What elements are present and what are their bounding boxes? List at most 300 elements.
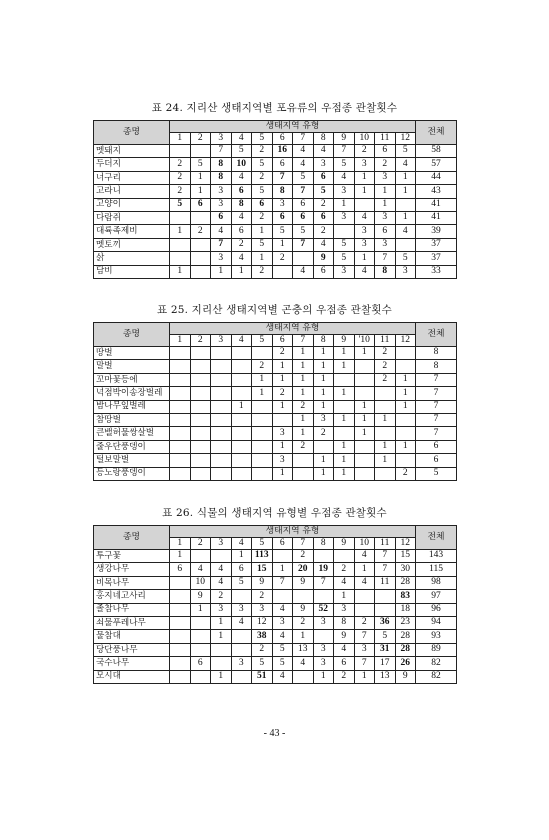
count-cell: 5 [252,158,273,171]
count-cell: 2 [354,145,375,158]
count-cell: 4 [272,670,293,683]
count-cell: 1 [334,590,355,603]
count-cell: 1 [252,225,273,238]
total-cell: 7 [416,400,457,413]
count-cell: 1 [313,467,334,480]
count-cell: 2 [293,550,314,563]
count-cell: 31 [375,643,396,656]
count-cell: 2 [252,265,273,278]
count-cell [272,265,293,278]
count-cell: 1 [395,440,416,453]
count-cell: 1 [170,265,191,278]
region-column-header: 3 [211,335,232,347]
count-cell [211,550,232,563]
table-row [94,145,457,158]
count-cell: 26 [395,657,416,670]
count-cell: 3 [334,603,355,616]
total-cell: 37 [416,252,457,265]
count-cell: 1 [293,373,314,386]
count-cell: 4 [395,158,416,171]
total-cell: 93 [416,630,457,643]
count-cell [272,550,293,563]
region-type-header: 생태지역 유형 [170,323,416,335]
table-row [94,400,457,413]
region-column-header: 5 [252,538,273,550]
count-cell: 2 [375,158,396,171]
count-cell: 1 [313,387,334,400]
species-name: 밤나무잎벌레 [94,400,170,413]
count-cell [293,590,314,603]
species-name: 고양이 [94,198,170,211]
count-cell [375,400,396,413]
count-cell: 6 [170,563,191,576]
count-cell: 5 [170,198,191,211]
count-cell: 15 [395,550,416,563]
count-cell: 4 [293,265,314,278]
count-cell: 4 [354,550,375,563]
count-cell: 8 [211,171,232,184]
count-cell: 1 [170,550,191,563]
count-cell: 4 [231,252,252,265]
table-row [94,373,457,386]
total-header: 전체 [416,526,457,550]
count-cell: 2 [231,238,252,251]
count-cell: 51 [252,670,273,683]
species-name: 비목나무 [94,576,170,589]
count-cell: 4 [313,238,334,251]
region-column-header: 5 [252,133,273,145]
table-row [94,550,457,563]
count-cell [354,467,375,480]
count-cell [354,360,375,373]
count-cell: 1 [272,238,293,251]
table-row [94,198,457,211]
count-cell [231,360,252,373]
count-cell: 2 [293,440,314,453]
region-column-header: 4 [231,538,252,550]
count-cell: 3 [375,211,396,224]
count-cell [313,590,334,603]
count-cell: 1 [231,265,252,278]
table-row [94,427,457,440]
count-cell [190,670,211,683]
count-cell: 7 [293,238,314,251]
count-cell: 17 [375,657,396,670]
count-cell: 9 [395,670,416,683]
count-cell: 7 [272,576,293,589]
count-cell: 5 [334,238,355,251]
count-cell: 6 [293,211,314,224]
count-cell: 4 [211,225,232,238]
count-cell: 1 [395,171,416,184]
region-column-header: 4 [231,133,252,145]
count-cell [354,387,375,400]
total-cell: 82 [416,657,457,670]
count-cell: 4 [354,265,375,278]
count-cell: 4 [395,225,416,238]
count-cell: 1 [252,252,273,265]
count-cell: 16 [272,145,293,158]
region-column-header: 6 [272,538,293,550]
count-cell [170,360,191,373]
count-cell: 1 [293,630,314,643]
count-cell: 12 [252,616,273,629]
table-row [94,387,457,400]
table-row [94,630,457,643]
table-row [94,252,457,265]
count-cell: 1 [354,413,375,426]
count-cell: 3 [354,238,375,251]
count-cell: 4 [313,145,334,158]
count-cell: 1 [334,440,355,453]
count-cell [170,643,191,656]
count-cell: 1 [211,616,232,629]
count-cell: 1 [313,670,334,683]
table-row [94,225,457,238]
count-cell: 6 [375,225,396,238]
count-cell: 5 [272,657,293,670]
count-cell: 1 [354,171,375,184]
count-cell: 6 [272,158,293,171]
count-cell [211,387,232,400]
count-cell [170,387,191,400]
count-cell: 3 [354,225,375,238]
count-cell [170,211,191,224]
total-cell: 97 [416,590,457,603]
count-cell [170,145,191,158]
total-cell: 7 [416,427,457,440]
table-row [94,454,457,467]
region-column-header: 3 [211,133,232,145]
total-cell: 143 [416,550,457,563]
count-cell: 7 [354,657,375,670]
count-cell [190,413,211,426]
count-cell [170,427,191,440]
table-row [94,158,457,171]
count-cell [211,360,232,373]
count-cell [313,550,334,563]
count-cell: 7 [354,630,375,643]
total-cell: 5 [416,467,457,480]
count-cell: 3 [272,454,293,467]
species-name: 담비 [94,265,170,278]
species-name: 국수나무 [94,657,170,670]
species-name: 땅벌 [94,347,170,360]
table26 [93,525,457,684]
count-cell: 1 [272,373,293,386]
count-cell: 1 [293,413,314,426]
count-cell: 5 [293,171,314,184]
count-cell [354,440,375,453]
count-cell: 15 [252,563,273,576]
count-cell: 38 [252,630,273,643]
count-cell [170,400,191,413]
species-name: 멧토끼 [94,238,170,251]
count-cell: 6 [231,225,252,238]
count-cell: 1 [313,400,334,413]
count-cell: 6 [313,211,334,224]
count-cell [231,427,252,440]
species-name: 졸참나무 [94,603,170,616]
region-column-header: 6 [272,335,293,347]
species-name: 넉점박이송장벌레 [94,387,170,400]
species-name: 고라니 [94,185,170,198]
region-column-header: 8 [313,538,334,550]
count-cell: 3 [272,427,293,440]
species-name: 생강나무 [94,563,170,576]
species-name: 쇠물푸레나무 [94,616,170,629]
count-cell [190,252,211,265]
region-column-header: 12 [395,335,416,347]
table-row [94,347,457,360]
count-cell [375,387,396,400]
count-cell: 3 [334,185,355,198]
table-row [94,171,457,184]
count-cell [170,238,191,251]
count-cell: 1 [354,563,375,576]
count-cell: 7 [313,576,334,589]
count-cell: 1 [190,603,211,616]
count-cell: 5 [190,158,211,171]
total-cell: 89 [416,643,457,656]
count-cell [170,252,191,265]
total-cell: 41 [416,198,457,211]
header-row [94,526,457,538]
count-cell: 9 [293,576,314,589]
count-cell [190,360,211,373]
region-column-header: 9 [334,335,355,347]
table-row [94,603,457,616]
count-cell [375,467,396,480]
count-cell [395,360,416,373]
count-cell [170,603,191,616]
count-cell [313,440,334,453]
table25 [93,322,457,481]
count-cell: 4 [293,657,314,670]
count-cell [231,630,252,643]
count-cell: 3 [231,657,252,670]
count-cell: 9 [334,630,355,643]
count-cell [170,670,191,683]
count-cell: 1 [293,387,314,400]
count-cell: 4 [231,211,252,224]
count-cell [211,373,232,386]
count-cell: 1 [190,171,211,184]
count-cell [231,373,252,386]
region-column-header: 7 [293,538,314,550]
total-cell: 8 [416,347,457,360]
table-row [94,360,457,373]
species-header: 종명 [94,526,170,550]
count-cell: 2 [170,185,191,198]
table-row [94,590,457,603]
count-cell [170,616,191,629]
count-cell [190,550,211,563]
count-cell: 3 [313,616,334,629]
count-cell: 6 [293,198,314,211]
count-cell: 2 [252,145,273,158]
total-cell: 37 [416,238,457,251]
count-cell [293,252,314,265]
total-cell: 33 [416,265,457,278]
region-column-header: 1 [170,538,191,550]
count-cell: 1 [231,400,252,413]
count-cell [354,603,375,616]
count-cell [190,440,211,453]
total-cell: 43 [416,185,457,198]
region-column-header: 10 [354,538,375,550]
count-cell: 2 [334,563,355,576]
count-cell: 4 [354,576,375,589]
count-cell: 7 [211,145,232,158]
count-cell [211,454,232,467]
count-cell: 4 [231,171,252,184]
count-cell [231,643,252,656]
count-cell: 1 [334,413,355,426]
species-name: 투구꽃 [94,550,170,563]
count-cell: 2 [354,616,375,629]
count-cell: 7 [375,252,396,265]
region-column-header: 2 [190,133,211,145]
count-cell: 28 [395,576,416,589]
table-row [94,265,457,278]
region-column-header: 1 [170,133,191,145]
species-name: 두더지 [94,158,170,171]
count-cell: 3 [375,171,396,184]
count-cell [354,590,375,603]
total-cell: 82 [416,670,457,683]
species-name: 멧돼지 [94,145,170,158]
count-cell [190,630,211,643]
count-cell: 3 [211,252,232,265]
count-cell: 5 [231,145,252,158]
species-name: 큰밸허물쌍살벌 [94,427,170,440]
count-cell: 4 [293,145,314,158]
count-cell: 3 [211,185,232,198]
page-number: - 43 - [263,728,286,739]
count-cell [252,440,273,453]
table-row [94,670,457,683]
count-cell: 2 [272,387,293,400]
count-cell [375,590,396,603]
count-cell: 9 [190,590,211,603]
region-column-header: '10 [354,335,375,347]
total-cell: 41 [416,211,457,224]
count-cell: 1 [375,454,396,467]
species-name: 물참대 [94,630,170,643]
region-column-header: 1 [170,335,191,347]
count-cell: 5 [252,238,273,251]
count-cell [354,373,375,386]
count-cell: 6 [231,563,252,576]
region-column-header: 12 [395,538,416,550]
count-cell: 5 [375,630,396,643]
count-cell: 3 [313,413,334,426]
count-cell [211,440,232,453]
count-cell: 7 [334,145,355,158]
count-cell: 1 [334,454,355,467]
table25-caption: 표 25. 지리산 생태지역별 곤충의 우점종 관찰횟수 [156,304,393,316]
count-cell [170,413,191,426]
count-cell: 2 [252,643,273,656]
count-cell: 1 [211,265,232,278]
count-cell: 1 [313,360,334,373]
region-column-header: 6 [272,133,293,145]
region-column-header: 4 [231,335,252,347]
count-cell: 6 [190,198,211,211]
count-cell [231,670,252,683]
count-cell [170,576,191,589]
table-row [94,616,457,629]
count-cell [395,454,416,467]
count-cell: 1 [211,630,232,643]
total-cell: 115 [416,563,457,576]
region-column-header: 11 [375,538,396,550]
count-cell: 2 [252,211,273,224]
count-cell: 6 [272,211,293,224]
count-cell: 2 [375,347,396,360]
count-cell: 1 [354,670,375,683]
count-cell [272,590,293,603]
count-cell: 7 [211,238,232,251]
count-cell: 10 [190,576,211,589]
count-cell [231,454,252,467]
count-cell: 1 [313,347,334,360]
count-cell [190,643,211,656]
count-cell: 1 [334,360,355,373]
species-header: 종명 [94,323,170,347]
table-row [94,238,457,251]
total-cell: 98 [416,576,457,589]
count-cell: 4 [293,158,314,171]
count-cell [395,427,416,440]
count-cell [252,347,273,360]
count-cell [211,657,232,670]
count-cell: 1 [395,373,416,386]
count-cell [395,413,416,426]
count-cell: 3 [252,603,273,616]
count-cell [211,413,232,426]
count-cell [252,400,273,413]
count-cell: 3 [354,158,375,171]
count-cell: 1 [293,347,314,360]
count-cell [252,454,273,467]
count-cell: 4 [354,211,375,224]
region-column-header: 2 [190,335,211,347]
count-cell: 5 [334,158,355,171]
count-cell: 4 [272,603,293,616]
count-cell: 3 [272,616,293,629]
count-cell [190,387,211,400]
count-cell: 28 [395,643,416,656]
count-cell: 2 [395,467,416,480]
count-cell [190,467,211,480]
count-cell: 19 [313,563,334,576]
count-cell [190,238,211,251]
count-cell: 8 [231,198,252,211]
count-cell: 1 [293,427,314,440]
count-cell: 1 [375,440,396,453]
count-cell [190,427,211,440]
count-cell: 2 [334,670,355,683]
count-cell: 52 [313,603,334,616]
count-cell: 3 [211,603,232,616]
count-cell [170,454,191,467]
species-header: 종명 [94,121,170,145]
count-cell: 6 [334,657,355,670]
count-cell: 1 [252,373,273,386]
count-cell: 2 [211,590,232,603]
